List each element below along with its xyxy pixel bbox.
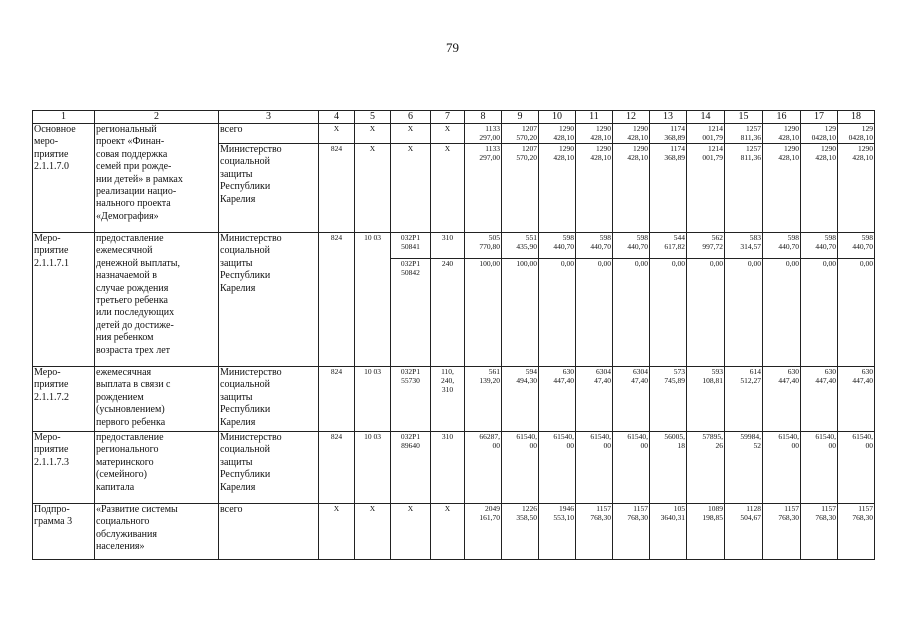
amount-cell: 57895, 26 (687, 432, 725, 504)
expense-type-cell: 110, 240, 310 (431, 367, 465, 432)
amount-cell: 0,00 (539, 259, 576, 367)
amount-cell: 6304 47,40 (576, 367, 613, 432)
amount-cell: 1226 358,50 (502, 504, 539, 560)
column-header: 17 (801, 111, 838, 124)
amount-cell: 105 3640,31 (650, 504, 687, 560)
amount-cell: 61540, 00 (763, 432, 801, 504)
section-cell: X (355, 124, 391, 144)
grbs-cell: 824 (319, 144, 355, 233)
amount-cell: 0,00 (687, 259, 725, 367)
executor-cell: Министерство социальной защиты Республики Карелия (219, 367, 319, 432)
activity-name-cell: «Развитие системы социального обслуживания населения» (95, 504, 219, 560)
amount-cell: 505 770,80 (465, 233, 502, 259)
column-header: 9 (502, 111, 539, 124)
activity-code-cell: Меро- приятие 2.1.1.7.2 (33, 367, 95, 432)
amount-cell: 583 314,57 (725, 233, 763, 259)
target-article-cell: 032Р1 55730 (391, 367, 431, 432)
column-header: 18 (838, 111, 875, 124)
header-row (33, 111, 875, 124)
expense-type-cell: X (431, 124, 465, 144)
table-row (33, 432, 875, 504)
amount-cell: 59984, 52 (725, 432, 763, 504)
amount-cell: 598 440,70 (539, 233, 576, 259)
amount-cell: 1290 428,10 (576, 144, 613, 233)
grbs-cell: 824 (319, 367, 355, 432)
amount-cell: 1290 428,10 (539, 124, 576, 144)
expense-type-cell: 310 (431, 233, 465, 259)
amount-cell: 0,00 (838, 259, 875, 367)
amount-cell: 1157 768,30 (613, 504, 650, 560)
amount-cell: 0,00 (725, 259, 763, 367)
grbs-cell: X (319, 504, 355, 560)
amount-cell: 6304 47,40 (613, 367, 650, 432)
column-header: 16 (763, 111, 801, 124)
target-article-cell: X (391, 124, 431, 144)
target-article-cell: X (391, 504, 431, 560)
amount-cell: 1290 428,10 (613, 124, 650, 144)
amount-cell: 1290 428,10 (838, 144, 875, 233)
column-header: 11 (576, 111, 613, 124)
amount-cell: 630 447,40 (801, 367, 838, 432)
amount-cell: 1157 768,30 (576, 504, 613, 560)
amount-cell: 551 435,90 (502, 233, 539, 259)
executor-cell: всего (219, 504, 319, 560)
executor-cell: Министерство социальной защиты Республики Карелия (219, 432, 319, 504)
column-header: 12 (613, 111, 650, 124)
amount-cell: 129 0428,10 (801, 124, 838, 144)
target-article-cell: 032Р1 89640 (391, 432, 431, 504)
amount-cell: 61540, 00 (502, 432, 539, 504)
amount-cell: 1157 768,30 (763, 504, 801, 560)
expense-type-cell: X (431, 504, 465, 560)
amount-cell: 1157 768,30 (838, 504, 875, 560)
column-header: 2 (95, 111, 219, 124)
amount-cell: 1128 504,67 (725, 504, 763, 560)
column-header: 1 (33, 111, 95, 124)
amount-cell: 1207 570,20 (502, 144, 539, 233)
amount-cell: 1257 811,36 (725, 144, 763, 233)
activity-name-cell: предоставление ежемесячной денежной выплаты, назначаемой в случае рождения третьего ребенка или последующих детей до достиже- ния ребенком возраста трех лет (95, 233, 219, 367)
amount-cell: 593 108,81 (687, 367, 725, 432)
executor-cell: Министерство социальной защиты Республики Карелия (219, 144, 319, 233)
page-number: 79 (446, 40, 459, 55)
amount-cell: 630 447,40 (539, 367, 576, 432)
amount-cell: 594 494,30 (502, 367, 539, 432)
amount-cell: 1290 428,10 (576, 124, 613, 144)
amount-cell: 1290 428,10 (613, 144, 650, 233)
column-header: 7 (431, 111, 465, 124)
amount-cell: 1207 570,20 (502, 124, 539, 144)
activity-code-cell: Подпро- грамма 3 (33, 504, 95, 560)
section-cell: 10 03 (355, 367, 391, 432)
amount-cell: 630 447,40 (763, 367, 801, 432)
amount-cell: 0,00 (613, 259, 650, 367)
activity-code-cell: Меро- приятие 2.1.1.7.3 (33, 432, 95, 504)
amount-cell: 2049 161,70 (465, 504, 502, 560)
amount-cell: 0,00 (763, 259, 801, 367)
amount-cell: 1290 428,10 (539, 144, 576, 233)
column-header: 15 (725, 111, 763, 124)
table-row (33, 233, 875, 259)
column-header: 13 (650, 111, 687, 124)
activity-code-cell: Основное меро- приятие 2.1.1.7.0 (33, 124, 95, 233)
amount-cell: 1157 768,30 (801, 504, 838, 560)
activity-name-cell: региональный проект «Финан- совая поддержка семей при рожде- нии детей» в рамках реализации нацио- нального проекта «Демография» (95, 124, 219, 233)
activity-name-cell: предоставление регионального материнского (семейного) капитала (95, 432, 219, 504)
executor-cell: Министерство социальной защиты Республики Карелия (219, 233, 319, 367)
amount-cell: 1174 368,89 (650, 144, 687, 233)
target-article-cell: X (391, 144, 431, 233)
amount-cell: 1290 428,10 (763, 144, 801, 233)
column-header: 14 (687, 111, 725, 124)
amount-cell: 598 440,70 (763, 233, 801, 259)
table-row (33, 124, 875, 144)
amount-cell: 1133 297,00 (465, 124, 502, 144)
expense-type-cell: X (431, 144, 465, 233)
amount-cell: 630 447,40 (838, 367, 875, 432)
amount-cell: 598 440,70 (838, 233, 875, 259)
column-header: 10 (539, 111, 576, 124)
activity-code-cell: Меро- приятие 2.1.1.7.1 (33, 233, 95, 367)
amount-cell: 598 440,70 (801, 233, 838, 259)
amount-cell: 61540, 00 (539, 432, 576, 504)
amount-cell: 61540, 00 (838, 432, 875, 504)
amount-cell: 598 440,70 (613, 233, 650, 259)
budget-table (32, 110, 875, 560)
amount-cell: 573 745,89 (650, 367, 687, 432)
section-cell: X (355, 144, 391, 233)
executor-cell: всего (219, 124, 319, 144)
amount-cell: 614 512,27 (725, 367, 763, 432)
activity-name-cell: ежемесячная выплата в связи с рождением (усыновлением) первого ребенка (95, 367, 219, 432)
amount-cell: 1174 368,89 (650, 124, 687, 144)
amount-cell: 0,00 (576, 259, 613, 367)
amount-cell: 129 0428,10 (838, 124, 875, 144)
amount-cell: 61540, 00 (576, 432, 613, 504)
expense-type-cell: 310 (431, 432, 465, 504)
amount-cell: 1290 428,10 (763, 124, 801, 144)
column-header: 4 (319, 111, 355, 124)
amount-cell: 56005, 18 (650, 432, 687, 504)
section-cell: 10 03 (355, 233, 391, 367)
grbs-cell: 824 (319, 233, 355, 367)
column-header: 5 (355, 111, 391, 124)
amount-cell: 1214 001,79 (687, 124, 725, 144)
amount-cell: 0,00 (650, 259, 687, 367)
amount-cell: 1946 553,10 (539, 504, 576, 560)
amount-cell: 1089 198,85 (687, 504, 725, 560)
amount-cell: 100,00 (465, 259, 502, 367)
amount-cell: 1133 297,00 (465, 144, 502, 233)
section-cell: X (355, 504, 391, 560)
amount-cell: 562 997,72 (687, 233, 725, 259)
column-header: 6 (391, 111, 431, 124)
target-article-cell: 032Р1 50841 (391, 233, 431, 259)
amount-cell: 61540, 00 (801, 432, 838, 504)
column-header: 3 (219, 111, 319, 124)
table-row (33, 367, 875, 432)
amount-cell: 0,00 (801, 259, 838, 367)
amount-cell: 66287, 00 (465, 432, 502, 504)
amount-cell: 1257 811,36 (725, 124, 763, 144)
grbs-cell: 824 (319, 432, 355, 504)
section-cell: 10 03 (355, 432, 391, 504)
table-row (33, 504, 875, 560)
amount-cell: 598 440,70 (576, 233, 613, 259)
amount-cell: 1214 001,79 (687, 144, 725, 233)
amount-cell: 561 139,20 (465, 367, 502, 432)
target-article-cell: 032Р1 50842 (391, 259, 431, 367)
column-header: 8 (465, 111, 502, 124)
expense-type-cell: 240 (431, 259, 465, 367)
amount-cell: 61540, 00 (613, 432, 650, 504)
amount-cell: 1290 428,10 (801, 144, 838, 233)
grbs-cell: X (319, 124, 355, 144)
amount-cell: 544 617,82 (650, 233, 687, 259)
amount-cell: 100,00 (502, 259, 539, 367)
